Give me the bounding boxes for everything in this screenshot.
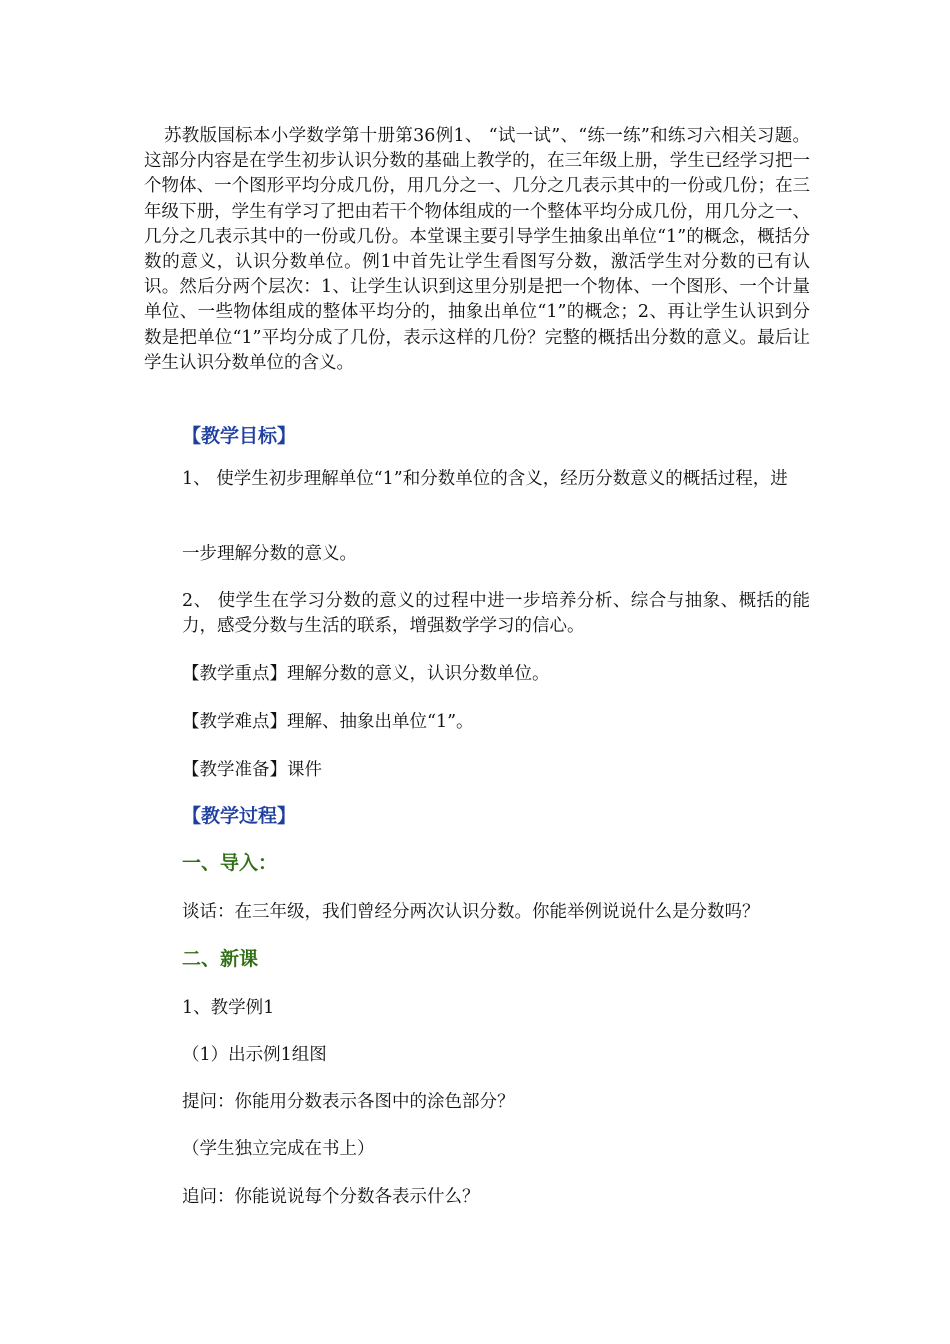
teaching-process-heading: 【教学过程】 [182, 805, 297, 827]
goal-1-text: 1、 使学生初步理解单位“1”和分数单位的含义，经历分数意义的概括过程，进 [182, 469, 788, 489]
intro-paragraph: 苏教版国标本小学数学第十册第36例1、 “试一试”、“练一练”和练习六相关习题。这部分内容是在学生初步认识分数的基础上教学的，在三年级上册，学生已经学习把一个物体、一个图形平均分成几份，用几分之一、几分之几表示其中的一份或几份；在三年级下册，学生有学习了把由若干个物体组成的一个整体平均分成几份，用几分之一、几分之几表示其中的一份或几份。本堂课主要引导学生抽象出单位“1”的概念，概括分数的意义，认识分数单位。例1中首先让学生看图写分数，激活学生对分数的已有认识。然后分两个层次：1、让学生认识到这里分别是把一个物体、一个图形、一个计量单位、一些物体组成的整体平均分的，抽象出单位“1”的概念；2、再让学生认识到分数是把单位“1”平均分成了几份，表示这样的几份？完整的概括出分数的意义。最后让学生认识分数单位的含义。 [144, 126, 810, 373]
teaching-goals-heading: 【教学目标】 [182, 425, 297, 447]
preparation-line: 【教学准备】课件 [182, 760, 322, 780]
section-new-lesson-heading: 二、新课 [182, 948, 259, 970]
difficulty-line: 【教学难点】理解、抽象出单位“1”。 [182, 712, 474, 732]
section-intro-text: 谈话：在三年级，我们曾经分两次认识分数。你能举例说说什么是分数吗？ [182, 902, 760, 922]
question-2-line: 追问：你能说说每个分数各表示什么？ [182, 1187, 480, 1207]
question-1-line: 提问：你能用分数表示各图中的涂色部分？ [182, 1092, 515, 1112]
item-1-line: 1、教学例1 [182, 998, 275, 1018]
section-intro-heading: 一、导入： [182, 852, 278, 874]
note-1-line: （学生独立完成在书上） [182, 1139, 375, 1159]
key-point-line: 【教学重点】理解分数的意义，认识分数单位。 [182, 664, 550, 684]
goal-2-text: 2、 使学生在学习分数的意义的过程中进一步培养分析、综合与抽象、概括的能力，感受分数与生活的联系，增强数学学习的信心。 [182, 591, 810, 637]
item-1-1-line: （1）出示例1组图 [182, 1045, 327, 1065]
goal-1-continuation: 一步理解分数的意义。 [182, 544, 357, 564]
